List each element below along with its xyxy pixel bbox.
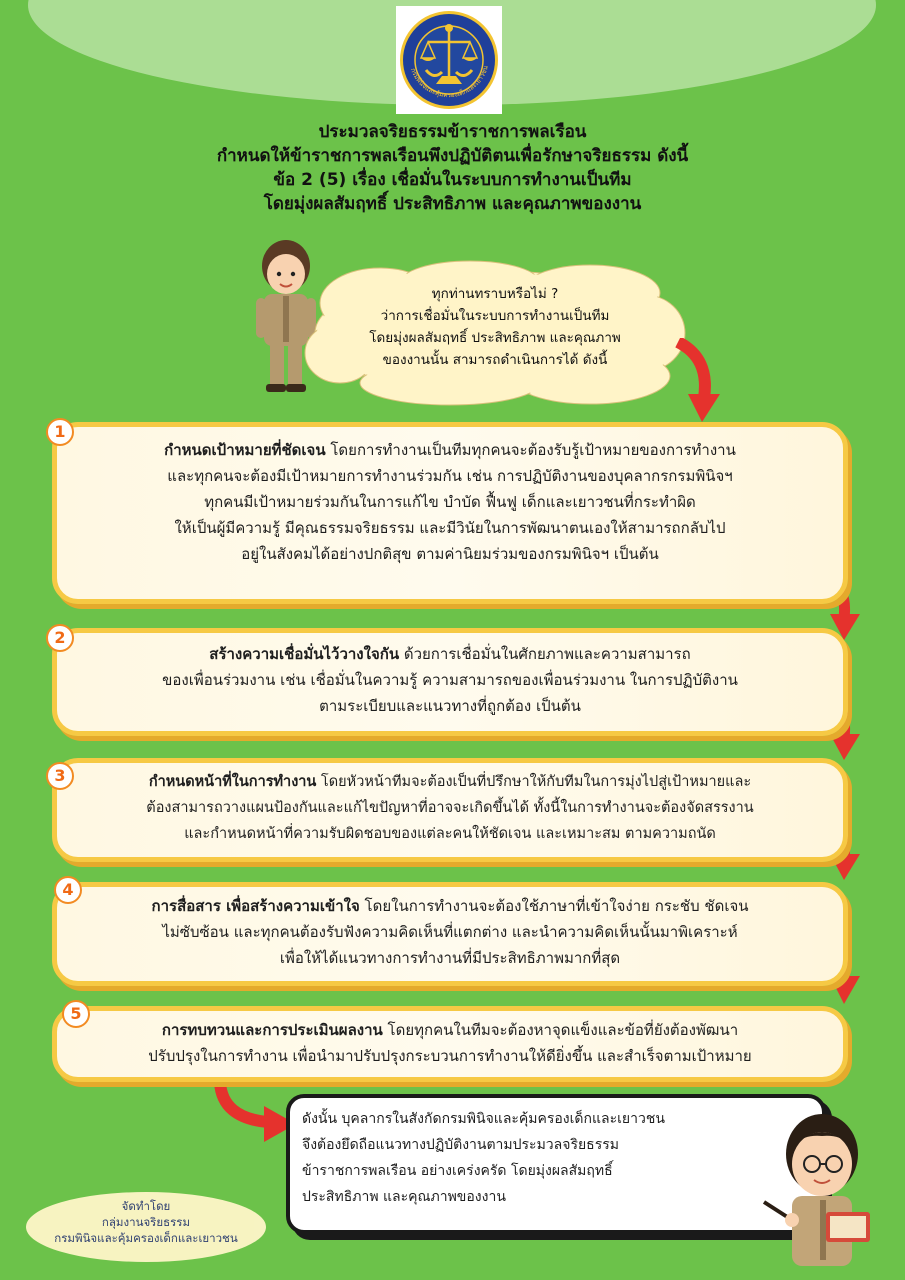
conclusion-line-1: ดังนั้น บุคลากรในสังกัดกรมพินิจและคุ้มครองเด็กและเยาวชน xyxy=(302,1111,665,1127)
intro-question xyxy=(300,283,690,371)
department-logo xyxy=(396,6,502,114)
card-1-line-5: อยู่ในสังคมได้อย่างปกติสุข ตามค่านิยมร่วมของกรมพินิจฯ เป็นต้น xyxy=(241,545,659,563)
card-4-line-2: ไม่ซับซ้อน และทุกคนต้องรับฟังความคิดเห็นที่แตกต่าง และนำความคิดเห็นนั้นมาพิเคราะห์ xyxy=(162,923,738,941)
number-badge-4: 4 xyxy=(54,876,82,904)
intro-line-1: ทุกท่านทราบหรือไม่ ? xyxy=(431,286,559,302)
conclusion-box xyxy=(286,1094,826,1234)
intro-line-2: ว่าการเชื่อมั่นในระบบการทำงานเป็นทีม xyxy=(380,308,610,324)
card-1-line-3: ทุกคนมีเป้าหมายร่วมกันในการแก้ไข บำบัด ฟื้นฟู เด็กและเยาวชนที่กระทำผิด xyxy=(204,493,696,511)
card-5-title: การทบทวนและการประเมินผลงาน xyxy=(161,1021,383,1039)
number-badge-1: 1 xyxy=(46,418,74,446)
card-1-line-4: ให้เป็นผู้มีความรู้ มีคุณธรรมจริยธรรม และมีวินัยในการพัฒนาตนเองให้สามารถกลับไป xyxy=(174,519,726,537)
title-line-4: โดยมุ่งผลสัมฤทธิ์ ประสิทธิภาพ และคุณภาพของงาน xyxy=(263,194,642,214)
guideline-card-5 xyxy=(52,1006,848,1082)
conclusion-line-3: ข้าราชการพลเรือน อย่างเคร่งครัด โดยมุ่งผลสัมฤทธิ์ xyxy=(302,1163,613,1179)
intro-line-3: โดยมุ่งผลสัมฤทธิ์ ประสิทธิภาพ และคุณภาพ xyxy=(369,330,621,346)
card-4-title: การสื่อสาร เพื่อสร้างความเข้าใจ xyxy=(151,897,360,915)
department-seal-icon xyxy=(396,6,502,114)
credit-line-1: จัดทำโดย xyxy=(121,1199,171,1213)
conclusion-line-4: ประสิทธิภาพ และคุณภาพของงาน xyxy=(302,1189,506,1205)
guideline-card-2 xyxy=(52,628,848,736)
intro-line-4: ของงานนั้น สามารถดำเนินการได้ ดังนี้ xyxy=(382,352,608,368)
red-arrow-icon xyxy=(208,1078,298,1148)
title-line-3: ข้อ 2 (5) เรื่อง เชื่อมั่นในระบบการทำงานเป็นทีม xyxy=(273,170,632,190)
guideline-card-4 xyxy=(52,882,848,986)
red-arrow-icon xyxy=(670,338,730,424)
number-badge-2: 2 xyxy=(46,624,74,652)
card-3-line-1: โดยหัวหน้าทีมจะต้องเป็นที่ปรึกษาให้กับทีมในการมุ่งไปสู่เป้าหมายและ xyxy=(316,774,752,790)
card-1-line-2: และทุกคนจะต้องมีเป้าหมายการทำงานร่วมกัน เช่น การปฏิบัติงานของบุคลากรกรมพินิจฯ xyxy=(167,467,733,485)
credit-line-2: กลุ่มงานจริยธรรม xyxy=(101,1215,191,1229)
logo-ring-text: กรมพินิจและคุ้มครองเด็กและเยาวชน xyxy=(408,64,490,100)
card-5-line-2: ปรับปรุงในการทำงาน เพื่อนำมาปรับปรุงกระบวนการทำงานให้ดียิ่งขึ้น และสำเร็จตามเป้าหมาย xyxy=(148,1047,752,1065)
title-line-1: ประมวลจริยธรรมข้าราชการพลเรือน xyxy=(318,122,587,142)
card-3-line-2: ต้องสามารถวางแผนป้องกันและแก้ไขปัญหาที่อาจจะเกิดขึ้นได้ ทั้งนี้ในการทำงานจะต้องจัดสรรงาน xyxy=(146,800,754,816)
guideline-card-1 xyxy=(52,422,848,604)
card-2-line-3: ตามระเบียบและแนวทางที่ถูกต้อง เป็นต้น xyxy=(319,697,581,715)
card-3-title: กำหนดหน้าที่ในการทำงาน xyxy=(148,774,317,790)
conclusion-line-2: จึงต้องยึดถือแนวทางปฏิบัติงานตามประมวลจริยธรรม xyxy=(302,1137,619,1153)
card-4-line-3: เพื่อให้ได้แนวทางการทำงานที่มีประสิทธิภาพมากที่สุด xyxy=(279,949,621,967)
card-2-title: สร้างความเชื่อมั่นไว้วางใจกัน xyxy=(209,645,400,663)
card-2-line-1: ด้วยการเชื่อมั่นในศักยภาพและความสามารถ xyxy=(399,645,691,663)
card-1-line-1: โดยการทำงานเป็นทีมทุกคนจะต้องรับรู้เป้าหมายของการทำงาน xyxy=(325,441,736,459)
page-title-block xyxy=(0,120,905,216)
number-badge-3: 3 xyxy=(46,762,74,790)
card-3-line-3: และกำหนดหน้าที่ความรับผิดชอบของแต่ละคนให้ชัดเจน และเหมาะสม ตามความถนัด xyxy=(184,826,716,842)
guideline-card-3 xyxy=(52,758,848,862)
card-4-line-1: โดยในการทำงานจะต้องใช้ภาษาที่เข้าใจง่าย กระชับ ชัดเจน xyxy=(359,897,749,915)
teacher-character-icon xyxy=(752,1108,882,1276)
number-badge-5: 5 xyxy=(62,1000,90,1028)
credit-line-3: กรมพินิจและคุ้มครองเด็กและเยาวชน xyxy=(54,1231,238,1245)
card-1-title: กำหนดเป้าหมายที่ชัดเจน xyxy=(164,441,326,459)
card-2-line-2: ของเพื่อนร่วมงาน เช่น เชื่อมั่นในความรู้ ความสามารถของเพื่อนร่วมงาน ในการปฏิบัติงาน xyxy=(162,671,738,689)
title-line-2: กำหนดให้ข้าราชการพลเรือนพึงปฏิบัติตนเพื่อรักษาจริยธรรม ดังนี้ xyxy=(216,146,689,166)
credit-oval xyxy=(26,1192,266,1262)
card-5-line-1: โดยทุกคนในทีมจะต้องหาจุดแข็งและข้อที่ยังต้องพัฒนา xyxy=(382,1021,739,1039)
